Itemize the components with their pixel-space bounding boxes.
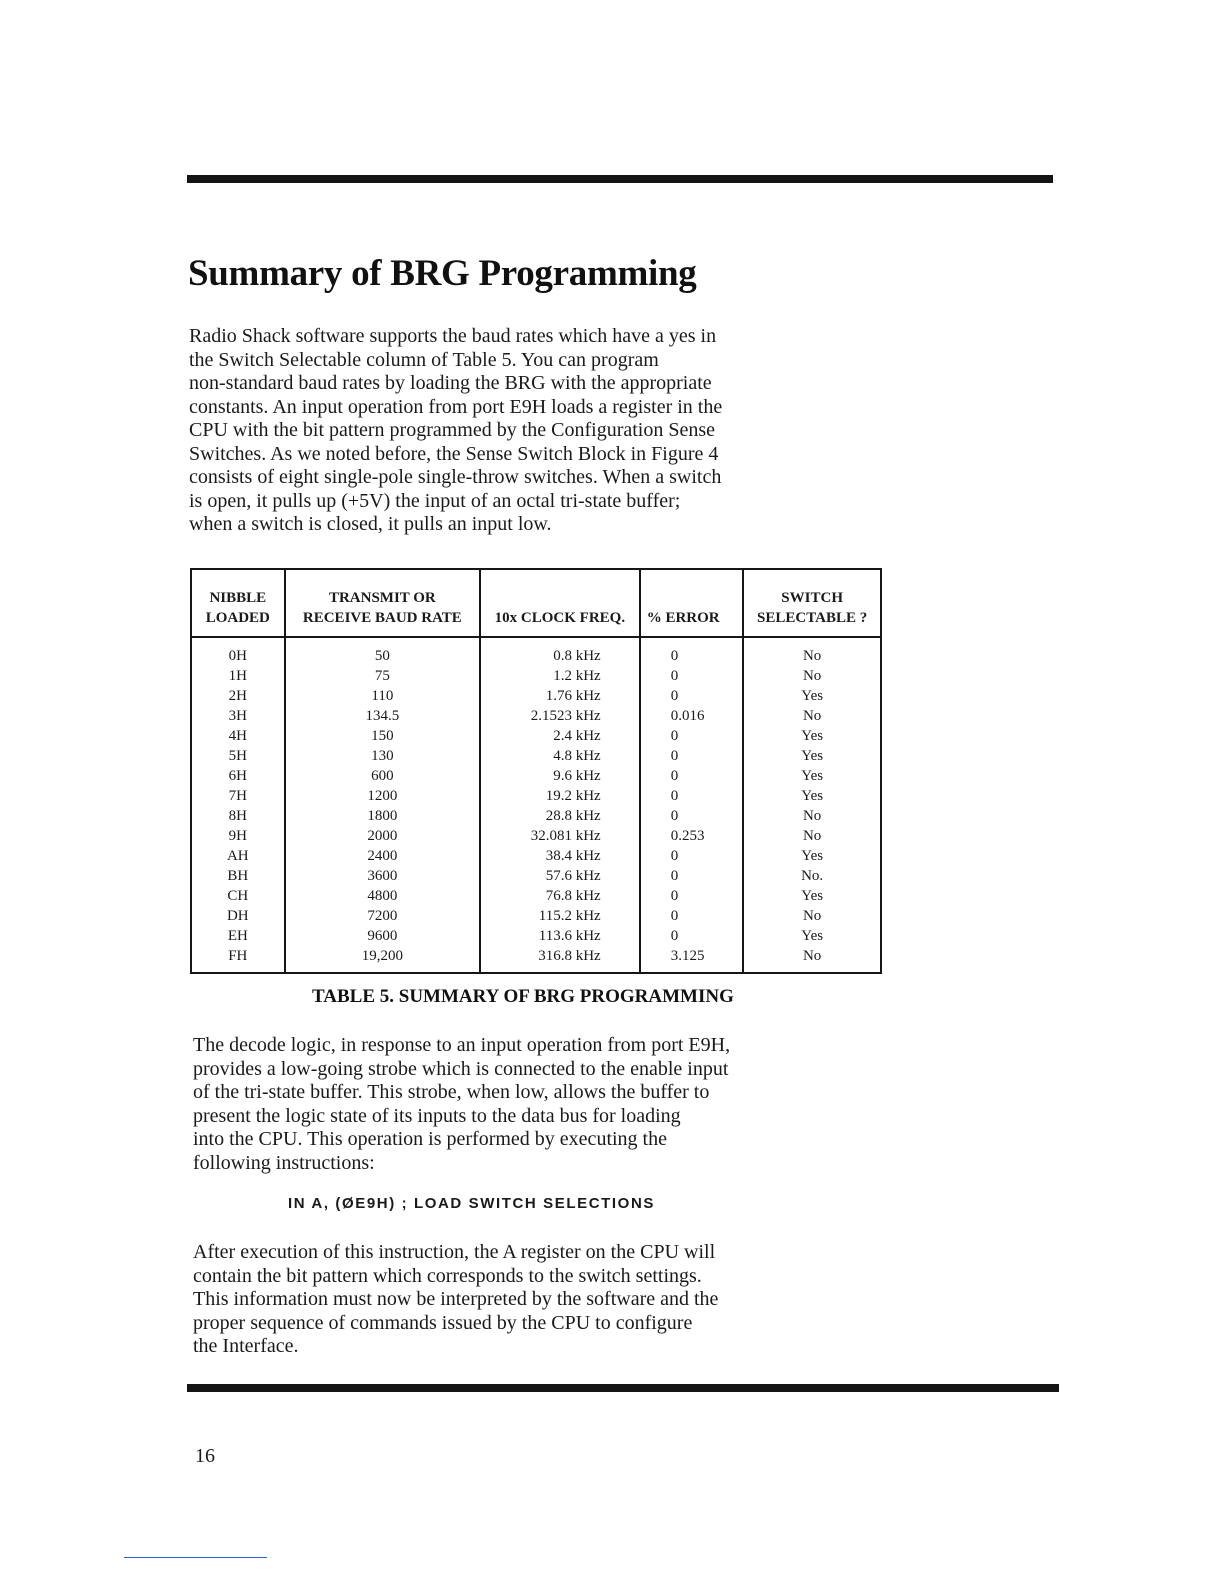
execution-line: the Interface. — [193, 1335, 299, 1357]
page-title: Summary of BRG Programming — [188, 253, 697, 294]
table-body — [191, 637, 881, 973]
cell-error: 0.253 — [640, 826, 744, 846]
cell-clock-freq: 76.8 kHz — [480, 886, 640, 906]
cell-clock-freq: 28.8 kHz — [480, 806, 640, 826]
cell-switch-selectable: Yes — [743, 786, 881, 806]
cell-switch-selectable: No — [743, 806, 881, 826]
cell-clock-freq: 57.6 kHz — [480, 866, 640, 886]
table-header-row — [191, 569, 881, 637]
cell-baud-rate: 19,200 — [285, 946, 480, 973]
cell-baud-rate: 110 — [285, 686, 480, 706]
intro-line: is open, it pulls up (+5V) the input of an octal tri-state buffer; — [189, 489, 681, 512]
cell-clock-freq: 0.8 kHz — [480, 637, 640, 666]
cell-nibble: 8H — [191, 806, 285, 826]
cell-switch-selectable: Yes — [743, 686, 881, 706]
cell-error: 0 — [640, 766, 744, 786]
cell-switch-selectable: Yes — [743, 926, 881, 946]
cell-baud-rate: 7200 — [285, 906, 480, 926]
decode-line: following instructions: — [193, 1151, 375, 1174]
decode-line: of the tri-state buffer. This strobe, when low, allows the buffer to — [193, 1081, 710, 1103]
cell-clock-freq: 113.6 kHz — [480, 926, 640, 946]
cell-switch-selectable: Yes — [743, 886, 881, 906]
cell-error: 0 — [640, 886, 744, 906]
cell-error: 0 — [640, 926, 744, 946]
cell-baud-rate: 4800 — [285, 886, 480, 906]
cell-error: 0 — [640, 786, 744, 806]
cell-nibble: 5H — [191, 746, 285, 766]
cell-baud-rate: 600 — [285, 766, 480, 786]
cell-error: 0 — [640, 746, 744, 766]
header-nibble-loaded: NIBBLE LOADED — [191, 569, 285, 637]
cell-nibble: BH — [191, 866, 285, 886]
cell-nibble: FH — [191, 946, 285, 973]
execution-line: contain the bit pattern which corresponds to the switch settings. — [193, 1264, 702, 1287]
table-row — [191, 906, 881, 926]
table-row — [191, 866, 881, 886]
cell-baud-rate: 150 — [285, 726, 480, 746]
cell-baud-rate: 9600 — [285, 926, 480, 946]
cell-error: 0 — [640, 866, 744, 886]
page-number: 16 — [195, 1445, 215, 1467]
cell-baud-rate: 130 — [285, 746, 480, 766]
cell-switch-selectable: No — [743, 637, 881, 666]
cell-baud-rate: 2000 — [285, 826, 480, 846]
cell-baud-rate: 134.5 — [285, 706, 480, 726]
cell-clock-freq: 9.6 kHz — [480, 766, 640, 786]
cell-clock-freq: 32.081 kHz — [480, 826, 640, 846]
execution-line: This information must now be interpreted by the software and the — [193, 1288, 719, 1310]
header-switch-selectable: SWITCH SELECTABLE ? — [743, 569, 881, 637]
cell-nibble: 9H — [191, 826, 285, 846]
execution-line: After execution of this instruction, the A register on the CPU will — [193, 1241, 716, 1263]
cell-nibble: 3H — [191, 706, 285, 726]
intro-paragraph — [189, 325, 722, 537]
cell-clock-freq: 38.4 kHz — [480, 846, 640, 866]
header-clock-freq: 10x CLOCK FREQ. — [480, 569, 640, 637]
table-row — [191, 886, 881, 906]
cell-error: 0 — [640, 637, 744, 666]
table-row — [191, 726, 881, 746]
cell-nibble: 6H — [191, 766, 285, 786]
header-baud-rate: TRANSMIT OR RECEIVE BAUD RATE — [285, 569, 480, 637]
cell-error: 0 — [640, 686, 744, 706]
header-error: % ERROR — [640, 569, 744, 637]
decode-line: provides a low-going strobe which is connected to the enable input — [193, 1057, 729, 1080]
cell-error: 0 — [640, 806, 744, 826]
cell-switch-selectable: No — [743, 826, 881, 846]
cell-nibble: 0H — [191, 637, 285, 666]
cell-error: 0 — [640, 846, 744, 866]
cell-switch-selectable: No — [743, 666, 881, 686]
cell-baud-rate: 75 — [285, 666, 480, 686]
cell-switch-selectable: Yes — [743, 846, 881, 866]
table-row — [191, 946, 881, 973]
table-caption: TABLE 5. SUMMARY OF BRG PROGRAMMING — [312, 986, 734, 1007]
table-row — [191, 666, 881, 686]
scan-artifact-line — [124, 1557, 267, 1558]
cell-nibble: 7H — [191, 786, 285, 806]
table-row — [191, 746, 881, 766]
cell-nibble: CH — [191, 886, 285, 906]
cell-clock-freq: 19.2 kHz — [480, 786, 640, 806]
cell-error: 0 — [640, 666, 744, 686]
table-row — [191, 826, 881, 846]
table-row — [191, 786, 881, 806]
execution-line: proper sequence of commands issued by the CPU to configure — [193, 1311, 693, 1334]
code-instruction: IN A, (ØE9H) ; LOAD SWITCH SELECTIONS — [288, 1195, 655, 1212]
intro-line: constants. An input operation from port E9H loads a register in the — [189, 395, 723, 418]
cell-baud-rate: 2400 — [285, 846, 480, 866]
intro-line: CPU with the bit pattern programmed by the Configuration Sense — [189, 419, 716, 441]
intro-line: Switches. As we noted before, the Sense Switch Block in Figure 4 — [189, 442, 719, 465]
execution-paragraph — [193, 1241, 718, 1359]
bottom-rule — [187, 1384, 1059, 1392]
intro-line: the Switch Selectable column of Table 5. You can program — [189, 348, 659, 371]
cell-baud-rate: 1800 — [285, 806, 480, 826]
table-row — [191, 806, 881, 826]
cell-error: 0.016 — [640, 706, 744, 726]
decode-line: into the CPU. This operation is performed by executing the — [193, 1128, 667, 1150]
decode-line: The decode logic, in response to an input operation from port E9H, — [193, 1034, 731, 1056]
cell-baud-rate: 1200 — [285, 786, 480, 806]
cell-switch-selectable: No — [743, 906, 881, 926]
cell-nibble: 4H — [191, 726, 285, 746]
table-row — [191, 637, 881, 666]
cell-error: 3.125 — [640, 946, 744, 973]
brg-programming-table — [190, 568, 882, 974]
decode-paragraph — [193, 1034, 730, 1175]
table-row — [191, 706, 881, 726]
cell-nibble: AH — [191, 846, 285, 866]
cell-baud-rate: 3600 — [285, 866, 480, 886]
cell-clock-freq: 1.2 kHz — [480, 666, 640, 686]
cell-switch-selectable: No — [743, 946, 881, 973]
intro-line: Radio Shack software supports the baud rates which have a yes in — [189, 325, 717, 347]
cell-nibble: EH — [191, 926, 285, 946]
cell-nibble: DH — [191, 906, 285, 926]
decode-line: present the logic state of its inputs to the data bus for loading — [193, 1104, 681, 1127]
cell-switch-selectable: Yes — [743, 766, 881, 786]
cell-switch-selectable: Yes — [743, 726, 881, 746]
cell-clock-freq: 2.4 kHz — [480, 726, 640, 746]
table-row — [191, 686, 881, 706]
cell-error: 0 — [640, 906, 744, 926]
cell-error: 0 — [640, 726, 744, 746]
cell-clock-freq: 1.76 kHz — [480, 686, 640, 706]
cell-clock-freq: 4.8 kHz — [480, 746, 640, 766]
table-row — [191, 766, 881, 786]
table-row — [191, 846, 881, 866]
cell-switch-selectable: Yes — [743, 746, 881, 766]
cell-clock-freq: 316.8 kHz — [480, 946, 640, 973]
cell-switch-selectable: No. — [743, 866, 881, 886]
cell-clock-freq: 115.2 kHz — [480, 906, 640, 926]
cell-clock-freq: 2.1523 kHz — [480, 706, 640, 726]
cell-switch-selectable: No — [743, 706, 881, 726]
intro-line: when a switch is closed, it pulls an input low. — [189, 513, 552, 535]
intro-line: consists of eight single-pole single-throw switches. When a switch — [189, 466, 722, 488]
top-rule — [187, 175, 1053, 183]
cell-nibble: 1H — [191, 666, 285, 686]
table-row — [191, 926, 881, 946]
cell-baud-rate: 50 — [285, 637, 480, 666]
intro-line: non-standard baud rates by loading the BRG with the appropriate — [189, 372, 712, 394]
cell-nibble: 2H — [191, 686, 285, 706]
